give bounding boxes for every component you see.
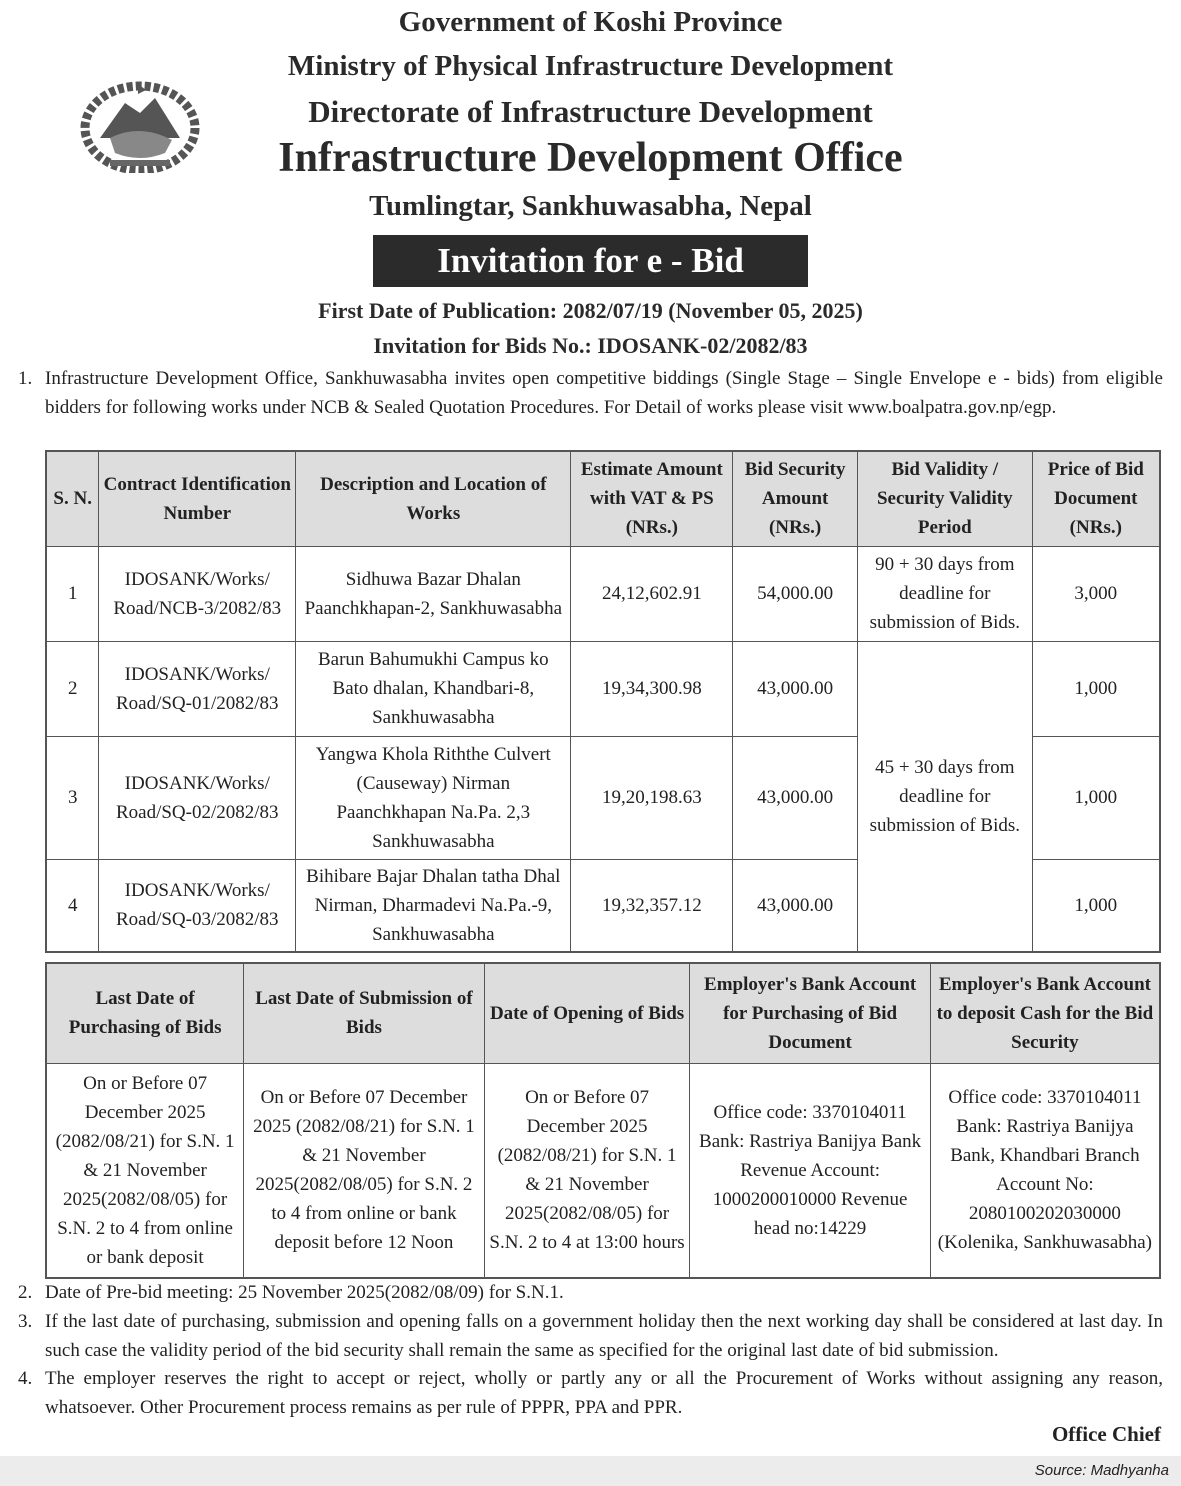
- contract-id-cell: IDOSANK/Works/ Road/SQ-02/2082/83: [99, 736, 296, 859]
- contract-id-cell: IDOSANK/Works/ Road/SQ-03/2082/83: [99, 859, 296, 952]
- col-validity: Bid Validity / Security Validity Period: [858, 451, 1033, 546]
- estimate-cell: 24,12,602.91: [571, 546, 733, 641]
- egp-link[interactable]: www.boalpatra.gov.np/egp.: [847, 397, 1057, 418]
- col-contract-id: Contract Identification Number: [99, 451, 296, 546]
- source-bar: [0, 1456, 1181, 1486]
- description-cell: Bihibare Bajar Dhalan tatha Dhal Nirman, Dharmadevi Na.Pa.-9, Sankhuwasabha: [296, 859, 571, 952]
- security-cell: 54,000.00: [733, 546, 858, 641]
- estimate-cell: 19,32,357.12: [571, 859, 733, 952]
- ministry-title: Ministry of Physical Infrastructure Development: [287, 50, 894, 82]
- sn-cell: 4: [46, 859, 99, 952]
- table-header-row: [46, 963, 1160, 1063]
- table-row: [46, 1063, 1160, 1278]
- invitation-banner: Invitation for e - Bid: [373, 235, 808, 287]
- dates-table: [45, 962, 1161, 1279]
- note-4: [18, 1364, 1163, 1422]
- col-estimate: Estimate Amount with VAT & PS (NRs.): [571, 451, 733, 546]
- item-number: 4.: [18, 1368, 33, 1389]
- price-cell: 1,000: [1032, 859, 1160, 952]
- nepal-emblem-logo: [80, 78, 200, 173]
- note-text: The employer reserves the right to accept or reject, wholly or partly any or all the Procurement of Works without assigning any reason, whatsoever. Other Procurement process remains as per rule of PPPR, PPA and PPR.: [45, 1368, 1163, 1418]
- office-address: Tumlingtar, Sankhuwasabha, Nepal: [369, 190, 812, 222]
- note-2: [18, 1278, 1163, 1307]
- table-row: [46, 641, 1160, 736]
- item-number: 3.: [18, 1311, 33, 1332]
- table-row: [46, 546, 1160, 641]
- col-description: Description and Location of Works: [296, 451, 571, 546]
- paragraph-text: Infrastructure Development Office, Sankhuwasabha invites open competitive biddings (Single Stage – Single Envelope e - bids) from eligible bidders for following works under NCB & Sealed Quotation Procedures. For Detail of works please visit: [45, 368, 1163, 418]
- item-number: 2.: [18, 1282, 33, 1303]
- validity-cell: 90 + 30 days from deadline for submission of Bids.: [858, 546, 1033, 641]
- col-bank-purchase: Employer's Bank Account for Purchasing of Bid Document: [690, 963, 930, 1063]
- estimate-cell: 19,20,198.63: [571, 736, 733, 859]
- col-last-purchase: Last Date of Purchasing of Bids: [46, 963, 244, 1063]
- ifb-number: Invitation for Bids No.: IDOSANK-02/2082/83: [373, 333, 808, 358]
- contract-id-cell: IDOSANK/Works/ Road/SQ-01/2082/83: [99, 641, 296, 736]
- item-number: 1.: [18, 368, 33, 389]
- purchase-date-cell: On or Before 07 December 2025 (2082/08/21) for S.N. 1 & 21 November 2025(2082/08/05) for S.N. 2 to 4 from online or bank deposit: [46, 1063, 244, 1278]
- bank-purchase-cell: Office code: 3370104011 Bank: Rastriya Banijya Bank Revenue Account: 1000200010000 Revenue head no:14229: [690, 1063, 930, 1278]
- directorate-title: Directorate of Infrastructure Development: [308, 94, 873, 129]
- opening-date-cell: On or Before 07 December 2025 (2082/08/21) for S.N. 1 & 21 November 2025(2082/08/05) for S.N. 2 to 4 at 13:00 hours: [484, 1063, 690, 1278]
- source-credit: Source: Madhyanha: [1034, 1462, 1169, 1479]
- description-cell: Sidhuwa Bazar Dhalan Paanchkhapan-2, Sankhuwasabha: [296, 546, 571, 641]
- col-price: Price of Bid Document (NRs.): [1032, 451, 1160, 546]
- col-bid-security: Bid Security Amount (NRs.): [733, 451, 858, 546]
- col-bank-security: Employer's Bank Account to deposit Cash for the Bid Security: [930, 963, 1160, 1063]
- security-cell: 43,000.00: [733, 641, 858, 736]
- security-cell: 43,000.00: [733, 736, 858, 859]
- price-cell: 1,000: [1032, 736, 1160, 859]
- note-3: [18, 1307, 1163, 1365]
- col-sn: S. N.: [46, 451, 99, 546]
- description-cell: Barun Bahumukhi Campus ko Bato dhalan, Khandbari-8, Sankhuwasabha: [296, 641, 571, 736]
- sn-cell: 1: [46, 546, 99, 641]
- col-last-submission: Last Date of Submission of Bids: [244, 963, 485, 1063]
- price-cell: 1,000: [1032, 641, 1160, 736]
- sn-cell: 2: [46, 641, 99, 736]
- col-opening: Date of Opening of Bids: [484, 963, 690, 1063]
- works-table: [45, 450, 1161, 953]
- bank-security-cell: Office code: 3370104011 Bank: Rastriya Banijya Bank, Khandbari Branch Account No: 2080100202030000 (Kolenika, Sankhuwasabha): [930, 1063, 1160, 1278]
- contract-id-cell: IDOSANK/Works/ Road/NCB-3/2082/83: [99, 546, 296, 641]
- paragraph-1: [18, 364, 1163, 422]
- note-text: If the last date of purchasing, submission and opening falls on a government holiday then the next working day shall be considered at last day. In such case the validity period of the bid security shall remain the same as specified for the original last date of bid submission.: [45, 1311, 1163, 1361]
- table-header-row: [46, 451, 1160, 546]
- description-cell: Yangwa Khola Riththe Culvert (Causeway) Nirman Paanchkhapan Na.Pa. 2,3 Sankhuwasabha: [296, 736, 571, 859]
- office-title: Infrastructure Development Office: [278, 135, 903, 181]
- security-cell: 43,000.00: [733, 859, 858, 952]
- note-text: Date of Pre-bid meeting: 25 November 2025(2082/08/09) for S.N.1.: [45, 1282, 564, 1303]
- sn-cell: 3: [46, 736, 99, 859]
- price-cell: 3,000: [1032, 546, 1160, 641]
- estimate-cell: 19,34,300.98: [571, 641, 733, 736]
- publication-date: First Date of Publication: 2082/07/19 (November 05, 2025): [318, 298, 863, 323]
- submission-date-cell: On or Before 07 December 2025 (2082/08/21) for S.N. 1 & 21 November 2025(2082/08/05) for S.N. 2 to 4 from online or bank deposit before 12 Noon: [244, 1063, 485, 1278]
- validity-cell: 45 + 30 days from deadline for submission of Bids.: [858, 641, 1033, 952]
- signature: Office Chief: [1051, 1422, 1161, 1446]
- govt-title: Government of Koshi Province: [398, 6, 783, 38]
